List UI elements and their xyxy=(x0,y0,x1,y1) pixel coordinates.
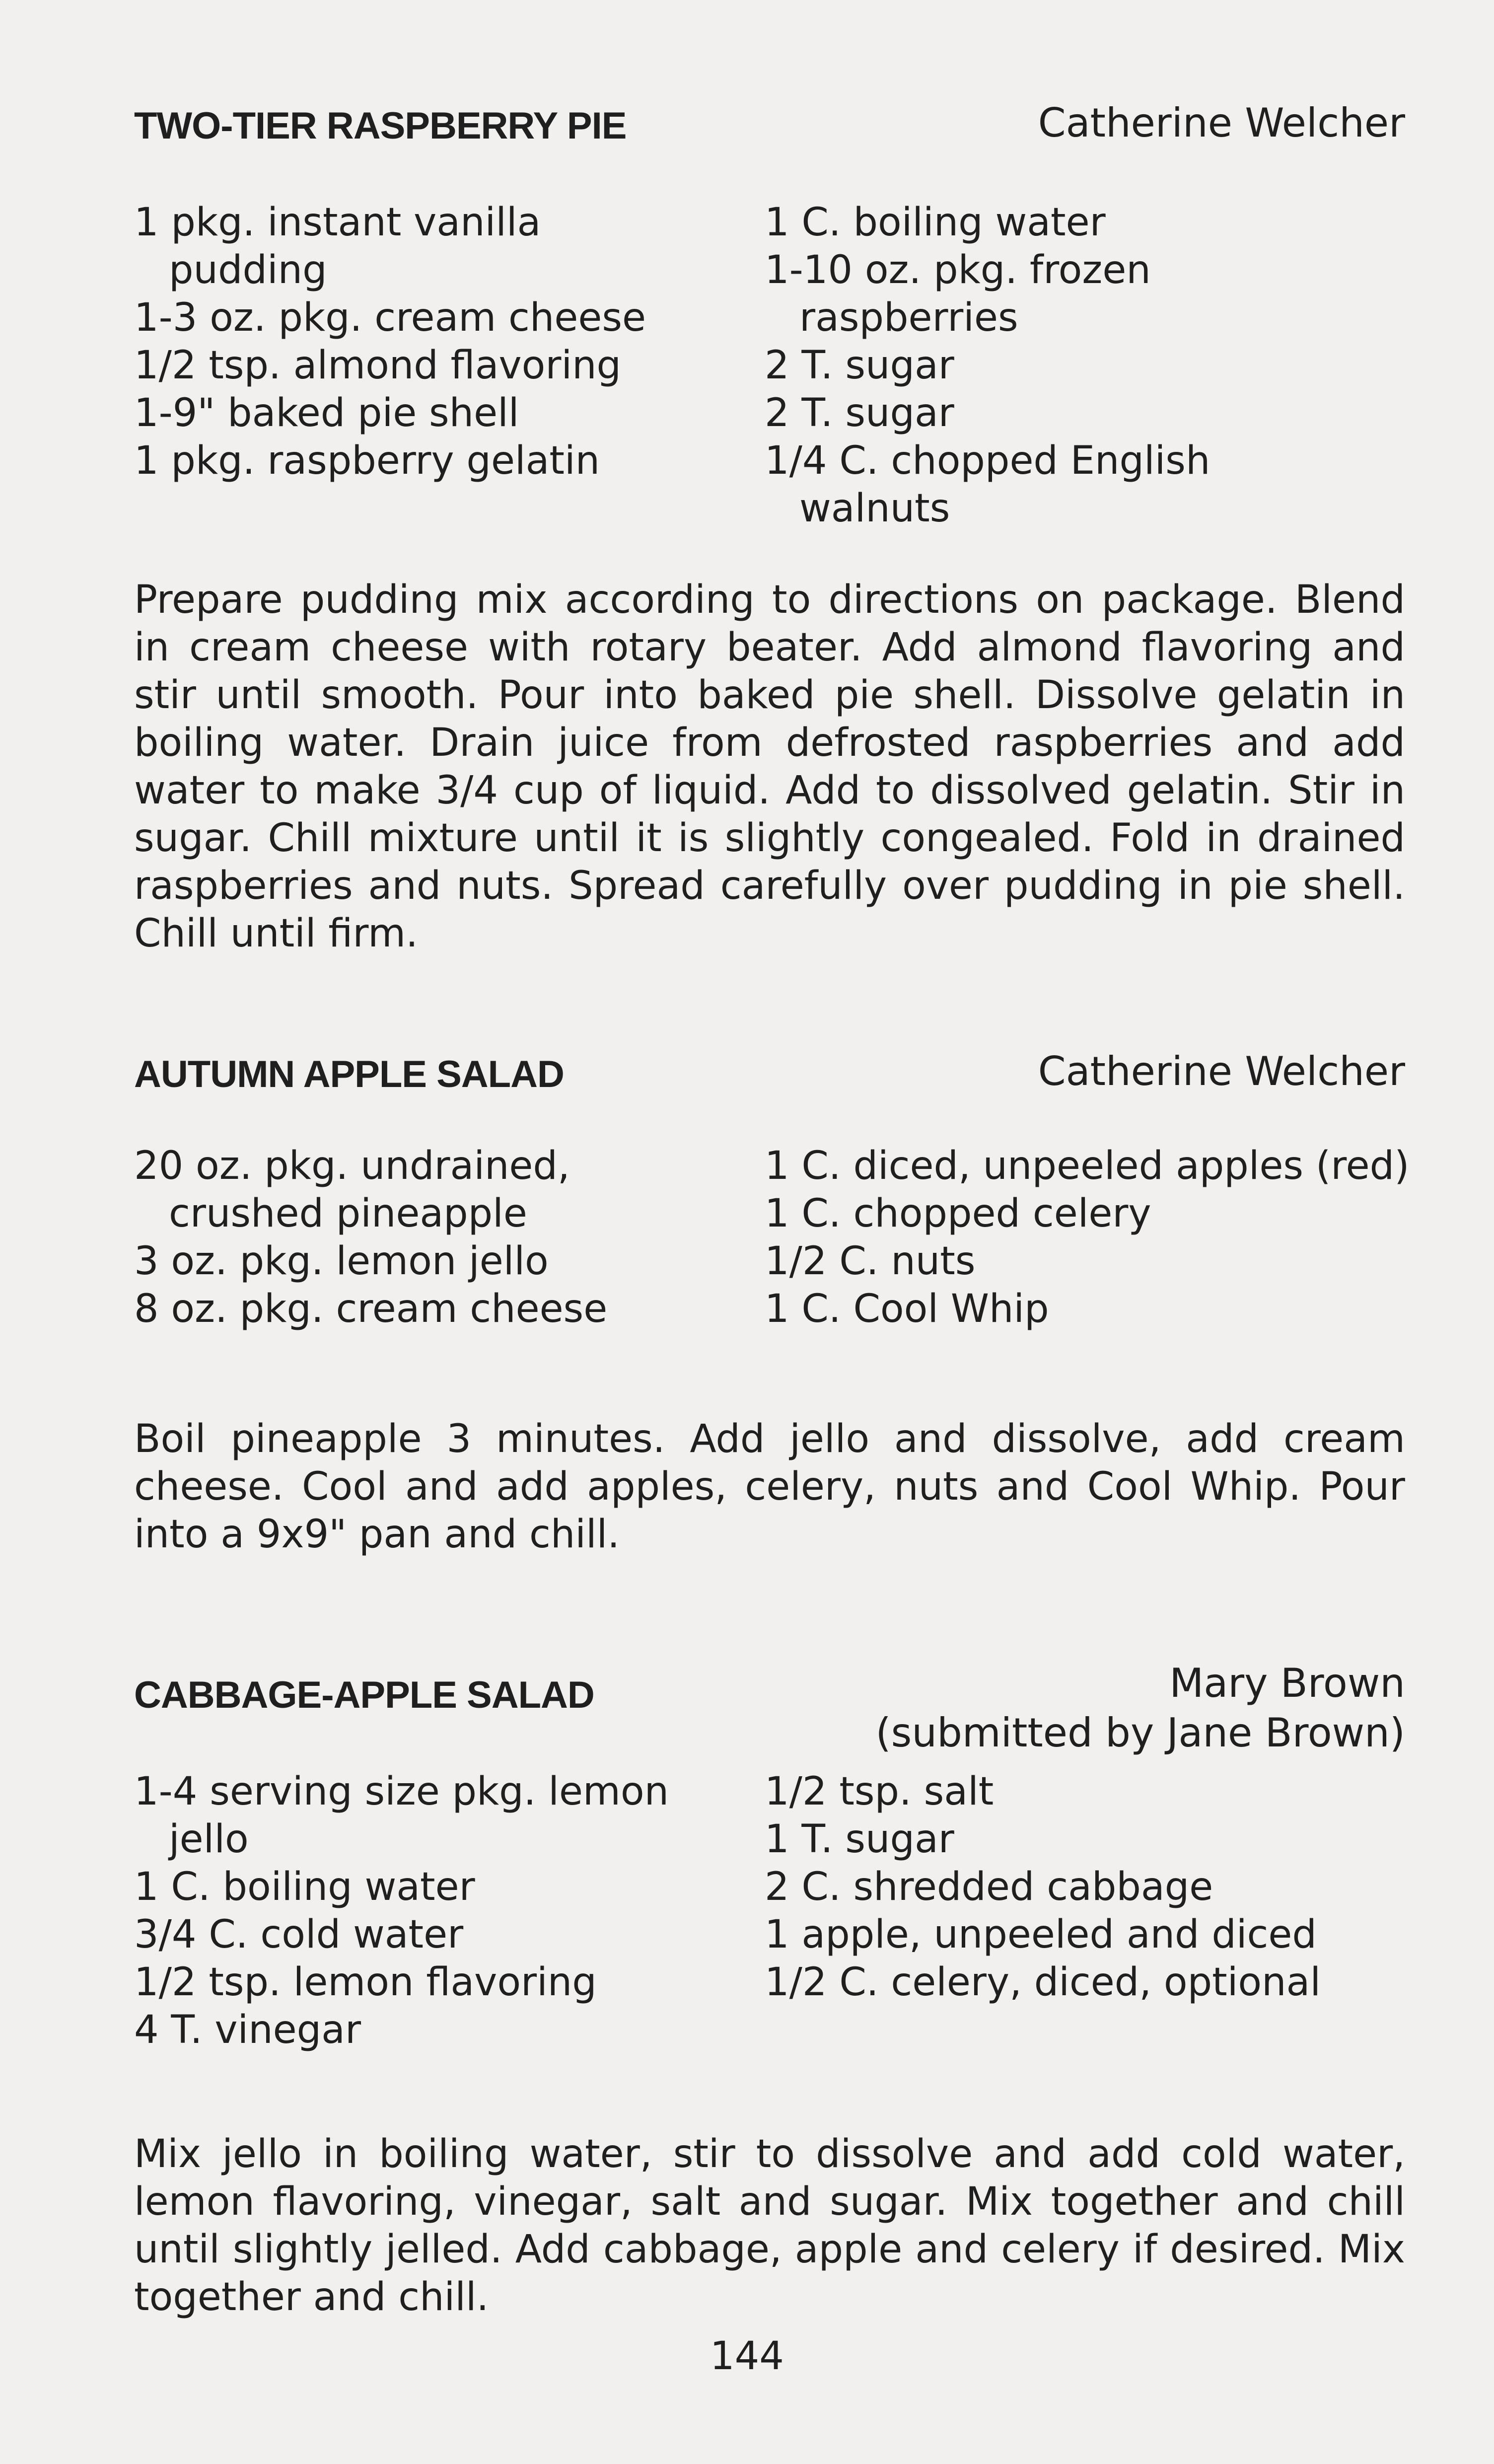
ingredients xyxy=(134,1142,1410,1390)
recipe-author: Catherine Welcher xyxy=(1038,1048,1405,1094)
ingredient: 1-9" baked pie shell xyxy=(134,391,519,435)
ingredient: 2 T. sugar xyxy=(765,391,954,435)
ingredient: 1 pkg. instant vanilla pudding xyxy=(134,200,541,292)
ingredients-left-column xyxy=(134,1768,755,2054)
recipe-title: AUTUMN APPLE SALAD xyxy=(134,1053,564,1095)
ingredient: 1 C. Cool Whip xyxy=(765,1287,1049,1331)
ingredient: 1 C. boiling water xyxy=(765,200,1106,245)
ingredient: 1 C. chopped celery xyxy=(765,1191,1151,1236)
ingredient: 20 oz. pkg. undrained, crushed pineapple xyxy=(134,1144,570,1236)
ingredients-left-column xyxy=(134,1142,755,1333)
recipe-author: Mary Brown xyxy=(1169,1660,1405,1706)
ingredient: 4 T. vinegar xyxy=(134,2008,361,2052)
ingredient: 1/2 tsp. almond flavoring xyxy=(134,343,622,388)
ingredients-right-column xyxy=(765,1142,1410,1333)
ingredient: 1 apple, unpeeled and diced xyxy=(765,1912,1317,1957)
ingredient: 1-3 oz. pkg. cream cheese xyxy=(134,295,646,340)
ingredients xyxy=(134,199,1405,546)
recipe-author: Catherine Welcher xyxy=(1038,100,1405,146)
recipe-title: CABBAGE-APPLE SALAD xyxy=(134,1674,594,1716)
ingredient: 2 T. sugar xyxy=(765,343,954,388)
recipe-two-tier-raspberry-pie xyxy=(134,99,1405,968)
ingredient: 1 C. boiling water xyxy=(134,1865,475,1909)
ingredient: 1/2 tsp. lemon flavoring xyxy=(134,1960,597,2005)
ingredient: 1 pkg. raspberry gelatin xyxy=(134,438,600,483)
recipe-header xyxy=(134,99,1405,154)
ingredient: 1-10 oz. pkg. frozen raspberries xyxy=(765,248,1151,340)
recipe-author-note: (submitted by Jane Brown) xyxy=(875,1710,1405,1756)
ingredients-right-column xyxy=(765,1768,1405,2006)
recipe-directions: Prepare pudding mix according to directions on package. Blend in cream cheese with rotary beater. Add almond flavoring and stir until smooth. Pour into baked pie shell. Dissolve gelatin in boiling water. Drain juice from defrosted raspberries and add water to make 3/4 cup of liquid. Add to dissolved gelatin. Stir in sugar. Chill mixture until it is slightly congealed. Fold in drained raspberries and nuts. Spread carefully over pudding in pie shell. Chill until firm. xyxy=(134,578,1405,956)
ingredient: 2 C. shredded cabbage xyxy=(765,1865,1213,1909)
ingredient: 1/4 C. chopped English walnuts xyxy=(765,438,1210,531)
ingredient: 1 C. diced, unpeeled apples (red) xyxy=(765,1144,1410,1188)
ingredient: 3/4 C. cold water xyxy=(134,1912,464,1957)
ingredients-right-column xyxy=(765,199,1405,532)
ingredient: 8 oz. pkg. cream cheese xyxy=(134,1287,608,1331)
recipe-autumn-apple-salad xyxy=(134,1048,1410,1594)
ingredient: 1-4 serving size pkg. lemon jello xyxy=(134,1769,669,1862)
recipe-header xyxy=(134,1659,1405,1758)
recipe-cabbage-apple-salad xyxy=(134,1659,1405,2329)
recipe-header xyxy=(134,1048,1405,1102)
ingredient: 1 T. sugar xyxy=(765,1817,954,1862)
recipe-directions: Boil pineapple 3 minutes. Add jello and dissolve, add cream cheese. Cool and add apples, celery, nuts and Cool Whip. Pour into a 9x9" pan and chill. xyxy=(134,1417,1405,1557)
ingredients xyxy=(134,1768,1405,2052)
recipe-author-block xyxy=(875,1659,1405,1758)
page-number: 144 xyxy=(710,2334,784,2379)
ingredient: 1/2 C. celery, diced, optional xyxy=(765,1960,1321,2005)
recipe-title: TWO-TIER RASPBERRY PIE xyxy=(134,105,627,147)
ingredients-left-column xyxy=(134,199,755,485)
ingredient: 1/2 C. nuts xyxy=(765,1239,976,1284)
ingredient: 3 oz. pkg. lemon jello xyxy=(134,1239,549,1284)
ingredient: 1/2 tsp. salt xyxy=(765,1769,994,1814)
recipe-directions: Mix jello in boiling water, stir to dissolve and add cold water, lemon flavoring, vinegar, salt and sugar. Mix together and chill until slightly jelled. Add cabbage, apple and celery if desired. Mix together and chill. xyxy=(134,2132,1405,2319)
